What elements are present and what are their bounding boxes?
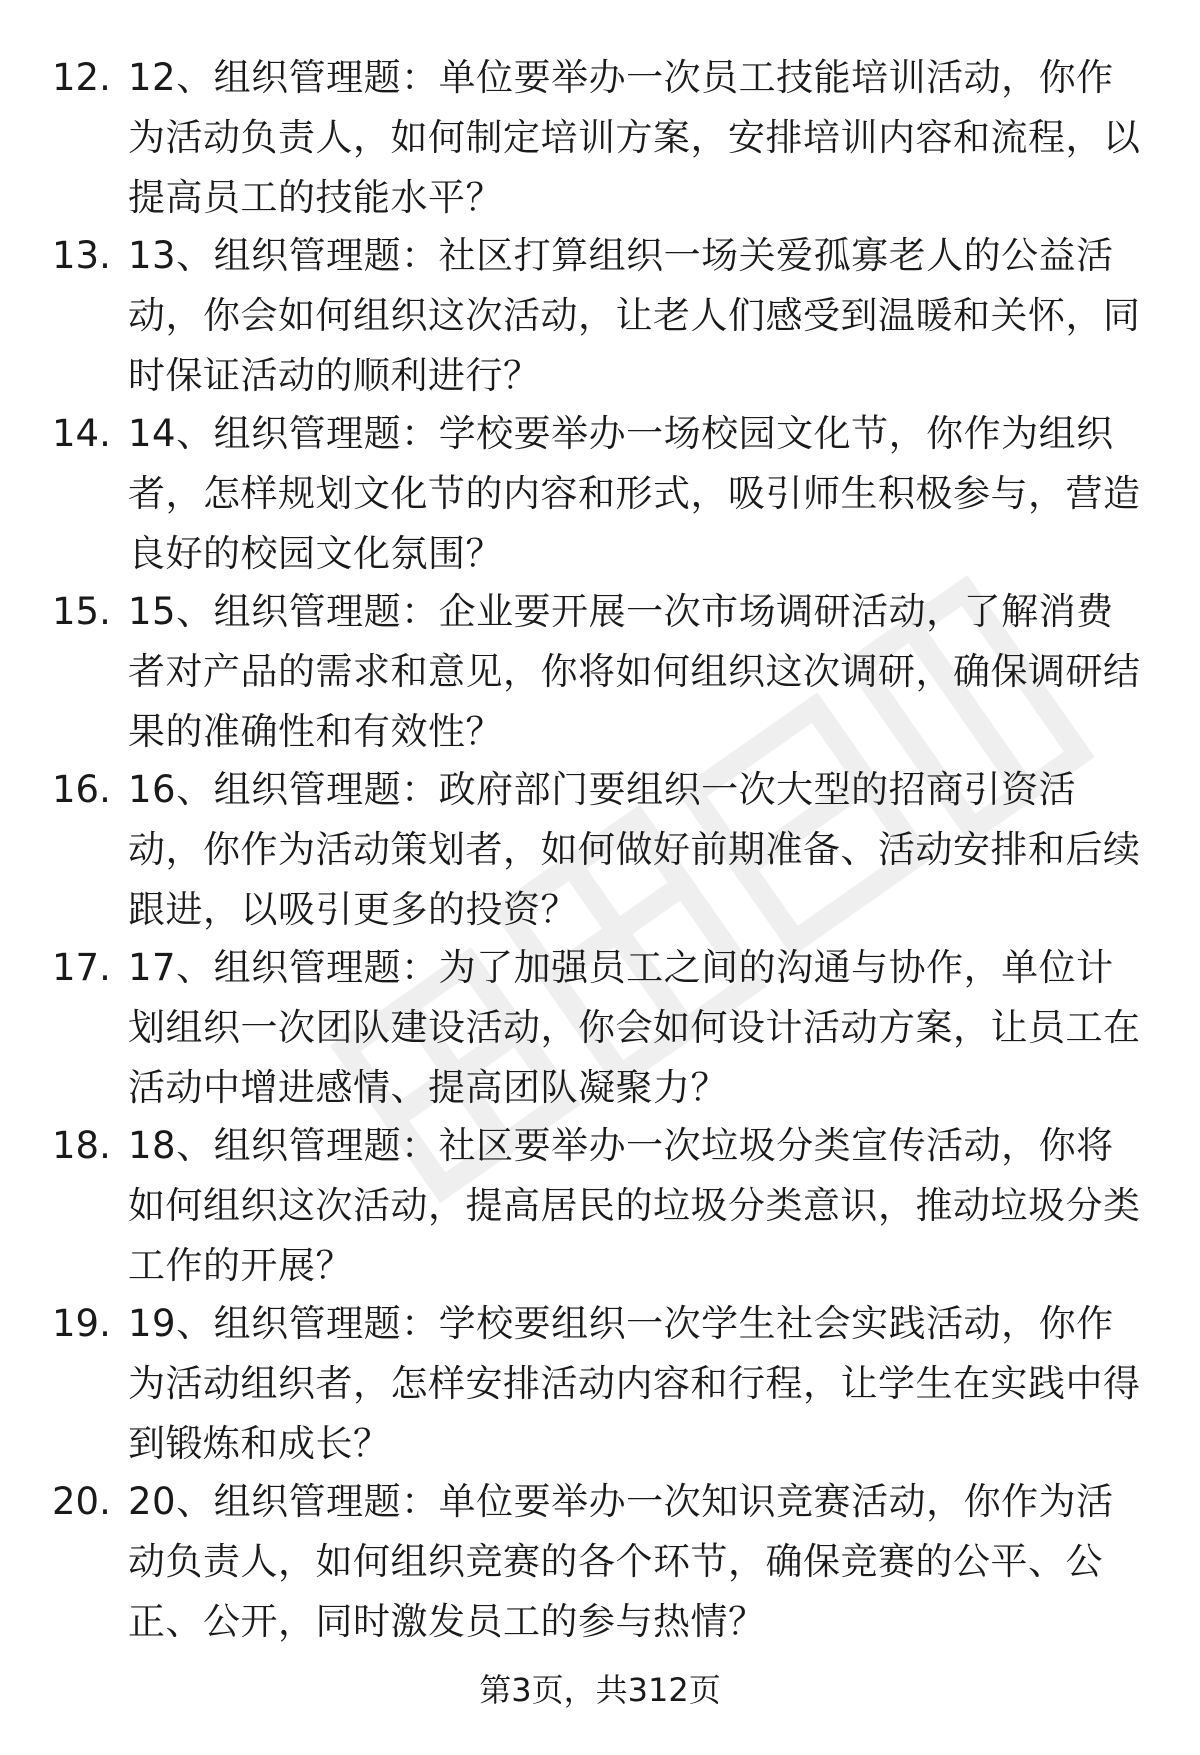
question-number: 19.: [52, 1302, 111, 1345]
question-text: 14、组织管理题：学校要举办一场校园文化节，你作为组织者，怎样规划文化节的内容和形式，吸引师生积极参与，营造良好的校园文化氛围？: [128, 412, 1141, 575]
question-text: 18、组织管理题：社区要举办一次垃圾分类宣传活动，你将如何组织这次活动，提高居民的垃圾分类意识，推动垃圾分类工作的开展？: [128, 1124, 1141, 1287]
question-text: 20、组织管理题：单位要举办一次知识竞赛活动，你作为活动负责人，如何组织竞赛的各个环节，确保竞赛的公平、公正、公开，同时激发员工的参与热情？: [128, 1480, 1114, 1643]
question-number: 20.: [52, 1480, 111, 1523]
question-number: 14.: [52, 412, 111, 455]
page-footer: 第3页，共312页: [479, 1671, 721, 1709]
question-number: 16.: [52, 768, 111, 811]
question-number: 15.: [52, 590, 111, 633]
question-text: 17、组织管理题：为了加强员工之间的沟通与协作，单位计划组织一次团队建设活动，你会如何设计活动方案，让员工在活动中增进感情、提高团队凝聚力？: [128, 946, 1141, 1109]
question-text: 13、组织管理题：社区打算组织一场关爱孤寡老人的公益活动，你会如何组织这次活动，让老人们感受到温暖和关怀，同时保证活动的顺利进行？: [128, 234, 1141, 397]
question-number: 13.: [52, 234, 111, 277]
question-number: 12.: [52, 56, 111, 99]
question-text: 12、组织管理题：单位要举办一次员工技能培训活动，你作为活动负责人，如何制定培训方案，安排培训内容和流程，以提高员工的技能水平？: [128, 56, 1141, 219]
question-text: 15、组织管理题：企业要开展一次市场调研活动，了解消费者对产品的需求和意见，你将如何组织这次调研，确保调研结果的准确性和有效性？: [128, 590, 1141, 753]
question-text: 19、组织管理题：学校要组织一次学生社会实践活动，你作为活动组织者，怎样安排活动内容和行程，让学生在实践中得到锻炼和成长？: [128, 1302, 1141, 1465]
question-text: 16、组织管理题：政府部门要组织一次大型的招商引资活动，你作为活动策划者，如何做好前期准备、活动安排和后续跟进，以吸引更多的投资？: [128, 768, 1141, 931]
question-number: 18.: [52, 1124, 111, 1167]
question-number: 17.: [52, 946, 111, 989]
